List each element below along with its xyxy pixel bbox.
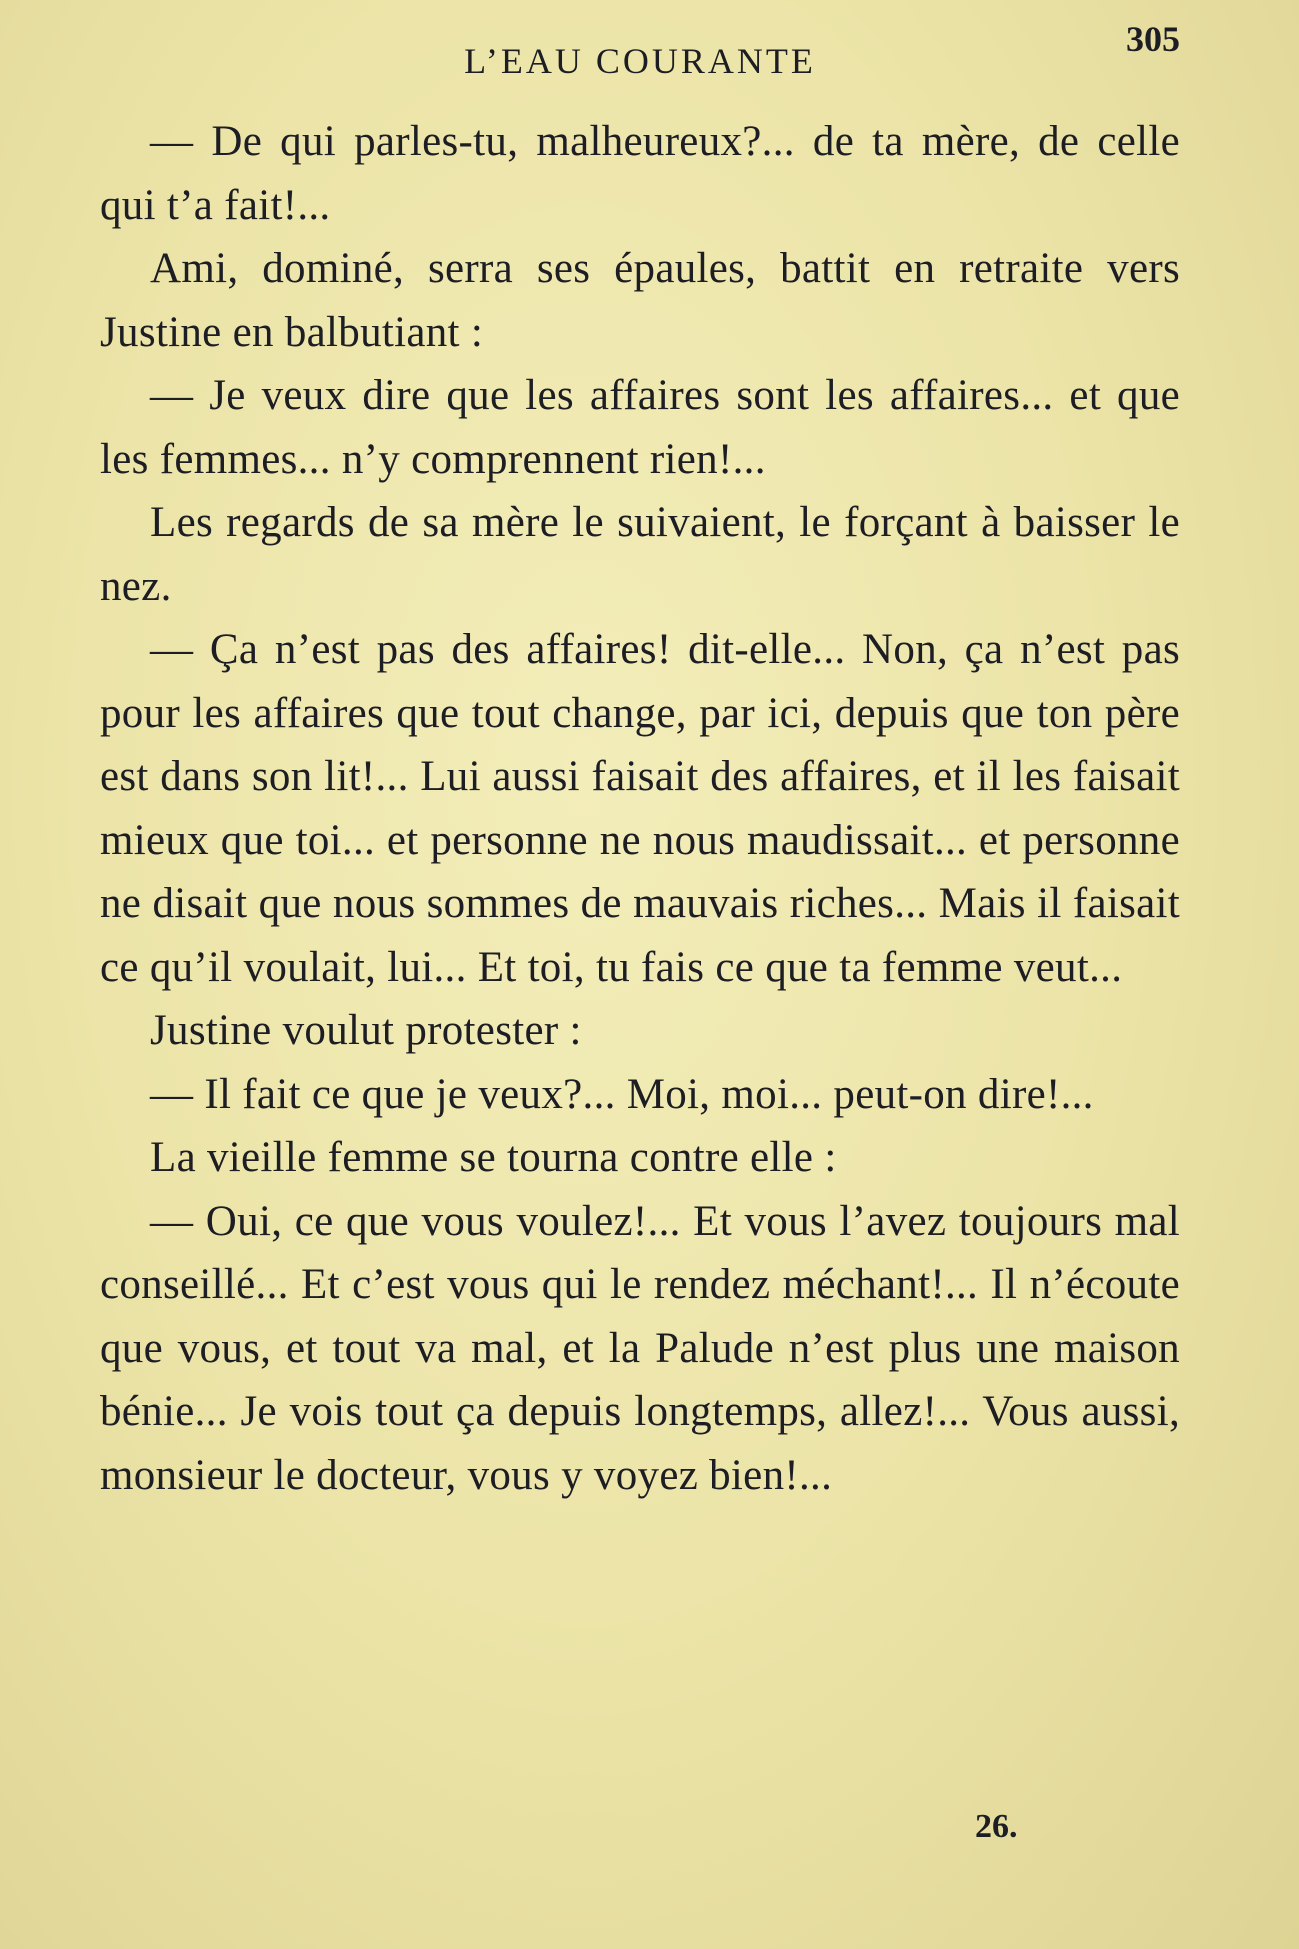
paragraph-1: — De qui parles-tu, malheureux?... de ta mère, de celle qui t’a fait!... [100,118,1180,229]
paragraph-7: — Il fait ce que je veux?... Moi, moi... peut-on dire!... [150,1070,1094,1118]
paragraph-6: Justine voulut protester : [150,1007,582,1054]
running-head [100,19,1180,90]
page-number: 305 [1126,19,1180,59]
paragraph-3: — Je veux dire que les affaires sont les affaires... et que les femmes... n’y comprennent rien!... [100,372,1180,483]
paragraph-2: Ami, dominé, serra ses épaules, battit en retraite vers Justine en balbutiant : [100,245,1180,356]
paragraph-8: La vieille femme se tourna contre elle : [150,1134,837,1181]
paragraph-9: — Oui, ce que vous voulez!... Et vous l’avez toujours mal conseillé... Et c’est vous qui le rendez méchant!... Il n’écoute que vous, et tout va mal, et la Palude n’est plus une maison bénie... Je vois tout ça depuis longtemps, allez!... Vous aussi, monsieur le docteur, vous y voyez bien!... [100,1197,1180,1499]
signature-mark: 26. [975,1808,1018,1845]
paragraph-4: Les regards de sa mère le suivaient, le forçant à baisser le nez. [100,499,1180,610]
paragraph-5: — Ça n’est pas des affaires! dit-elle... Non, ça n’est pas pour les affaires que tout change, par ici, depuis que ton père est dans son lit!... Lui aussi faisait des affaires, et il les faisait mieux que toi... et personne ne nous maudissait... et personne ne disait que nous sommes de mauvais riches... Mais il faisait ce qu’il voulait, lui... Et toi, tu fais ce que ta femme veut... [100,626,1180,991]
running-title: L’EAU COURANTE [464,41,816,81]
body-text [100,110,1180,1507]
